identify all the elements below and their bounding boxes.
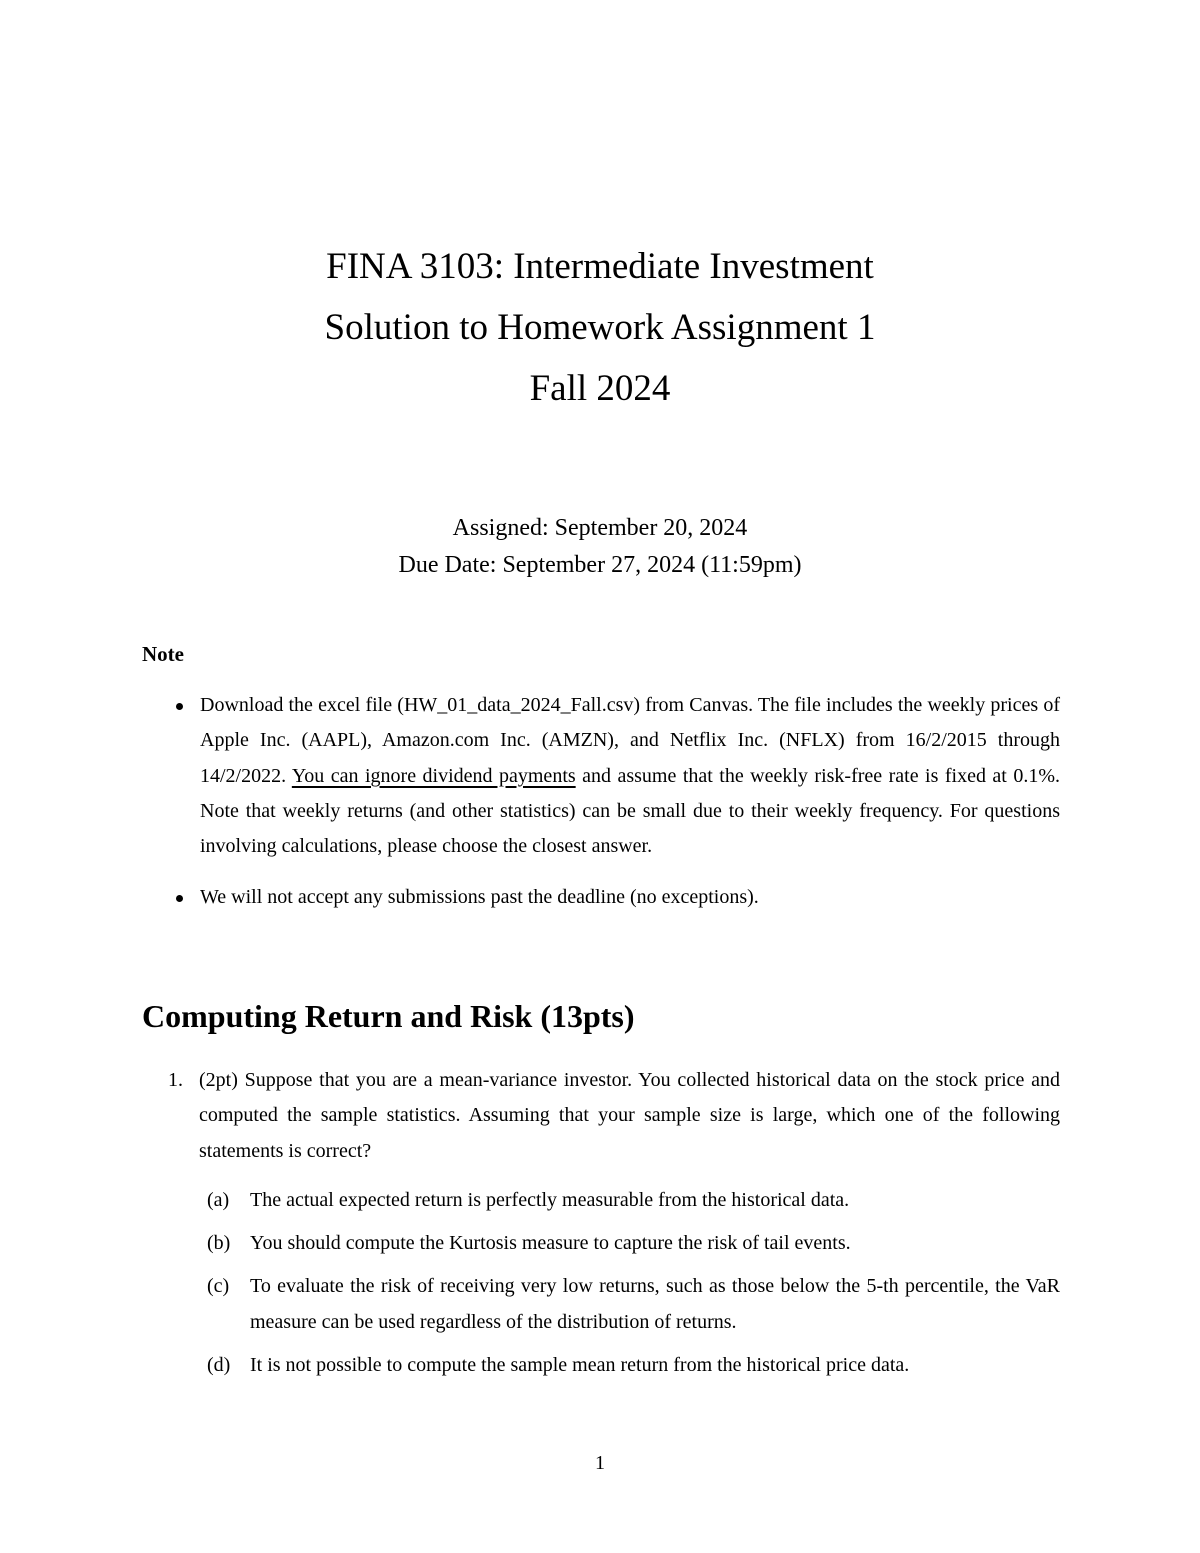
due-date: Due Date: September 27, 2024 (11:59pm) <box>398 552 802 578</box>
note-item <box>142 688 1060 864</box>
answer-options <box>199 1183 1060 1383</box>
note-list <box>142 688 1060 916</box>
dates-block <box>0 510 1200 584</box>
question-number: 1. <box>168 1069 183 1091</box>
document-subtitle: Solution to Homework Assignment 1 <box>324 307 876 348</box>
option-label: (b) <box>207 1232 231 1255</box>
answer-option <box>199 1183 1060 1218</box>
question-text: (2pt) Suppose that you are a mean-variance investor. You collected historical data on the stock price and computed the sample statistics. Assuming that your sample size is large, which one of the following statements is correct? <box>199 1069 1060 1162</box>
option-text: You should compute the Kurtosis measure to capture the risk of tail events. <box>250 1232 851 1255</box>
note-text: We will not accept any submissions past the deadline (no exceptions). <box>200 886 759 909</box>
option-text: To evaluate the risk of receiving very low returns, such as those below the 5-th percentile, the VaR measure can be used regardless of the distribution of returns. <box>250 1275 1060 1333</box>
question-1 <box>142 1063 1060 1383</box>
option-text: The actual expected return is perfectly measurable from the historical data. <box>250 1188 850 1211</box>
option-label: (c) <box>207 1275 230 1298</box>
answer-option <box>199 1348 1060 1383</box>
option-label: (d) <box>207 1354 231 1377</box>
term-label: Fall 2024 <box>529 368 671 409</box>
course-title: FINA 3103: Intermediate Investment <box>326 246 874 287</box>
section-heading: Computing Return and Risk (13pts) <box>142 998 635 1034</box>
page-number: 1 <box>595 1452 605 1474</box>
answer-option <box>199 1269 1060 1340</box>
option-text: It is not possible to compute the sample mean return from the historical price data. <box>250 1354 910 1377</box>
note-text: and assume that the weekly risk-free rate is fixed at 0.1%. Note that weekly returns (and other statistics) can be small due to their weekly frequency. For questions involving calculations, please choose the closest answer. <box>200 764 1060 858</box>
title-block <box>0 236 1200 419</box>
option-label: (a) <box>207 1188 230 1211</box>
note-heading: Note <box>142 642 184 666</box>
note-text: Download the excel file (HW_01_data_2024_Fall.csv) from Canvas. The file includes the weekly prices of Apple Inc. (AAPL), Amazon.com Inc. (AMZN), and Netflix Inc. (NFLX) from 16/2/2015 through 14/2/2022. <box>200 694 1060 787</box>
assigned-date: Assigned: September 20, 2024 <box>452 515 748 541</box>
note-item <box>142 880 1060 915</box>
underlined-note: You can ignore dividend payments <box>291 764 576 787</box>
bullet-icon <box>176 895 183 902</box>
bullet-icon <box>176 703 183 710</box>
answer-option <box>199 1226 1060 1261</box>
